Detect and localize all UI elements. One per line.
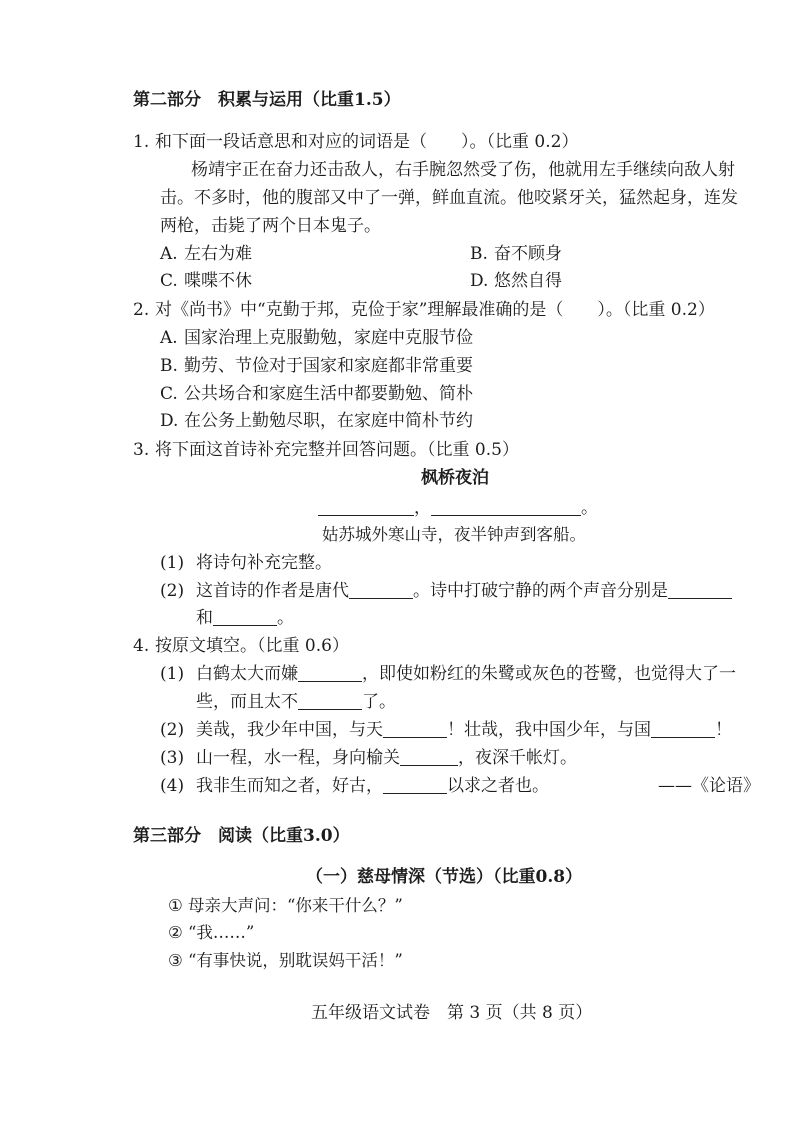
sub-text: 。 [277, 608, 294, 628]
q2-option-a [160, 327, 473, 349]
option-label: D. [470, 271, 489, 291]
answer-blank [349, 582, 413, 599]
sub-text: ，夜深千帐灯。 [458, 748, 577, 768]
answer-blank [298, 693, 362, 710]
q1-stem-line [133, 131, 578, 153]
reading-text: 母亲大声问：“你来干什么？” [188, 896, 403, 915]
sub-text: 些，而且太不 [196, 692, 298, 712]
sub-text: 这首诗的作者是唐代 [196, 581, 349, 601]
answer-blank [400, 749, 458, 766]
sub-text: 了。 [362, 692, 396, 712]
q1-passage-line: 击。不多时，他的腹部又中了一弹，鲜血直流。他咬紧牙关，猛然起身，连发 [160, 188, 738, 208]
q2-number: 2. [133, 300, 150, 320]
q1-option-b [470, 243, 562, 265]
q3-number: 3. [133, 440, 150, 460]
reading-text: “我……” [188, 923, 255, 942]
paragraph-mark: ① [168, 896, 183, 915]
q2-option-c [160, 383, 473, 405]
sub-label: (4) [160, 776, 185, 796]
part3-heading: 第三部分 阅读（比重3.0） [133, 826, 350, 846]
answer-blank [318, 499, 414, 516]
answer-blank [651, 721, 715, 738]
q4-sub-3 [160, 747, 577, 769]
sub-text: ！ [715, 720, 732, 740]
sub-text: 美哉，我少年中国，与天 [196, 720, 383, 740]
answer-blank [298, 665, 362, 682]
sub-label: (2) [160, 581, 185, 601]
option-text: 国家治理上克服勤勉，家庭中克服节俭 [184, 328, 473, 348]
q1-option-d [470, 270, 562, 292]
answer-blank [383, 777, 447, 794]
paragraph-mark: ② [168, 923, 183, 942]
part2-heading: 第二部分 积累与运用（比重1.5） [133, 90, 401, 110]
q4-number: 4. [133, 636, 150, 656]
q2-stem-line [133, 299, 715, 321]
q3-stem: 将下面这首诗补充完整并回答问题。（比重 0.5） [155, 440, 519, 460]
reading-text: “有事快说，别耽误妈干活！” [188, 951, 403, 970]
sub-text: 将诗句补充完整。 [196, 553, 332, 573]
sub-label: (3) [160, 748, 185, 768]
poem-line-2: 姑苏城外寒山寺，夜半钟声到客船。 [322, 525, 586, 544]
option-label: D. [160, 411, 179, 431]
poem-line-end: 。 [581, 498, 598, 518]
reading-line [168, 922, 254, 944]
option-text: 喋喋不休 [184, 271, 252, 291]
q4-sub-1 [160, 663, 736, 685]
q2-stem: 对《尚书》中“克勤于邦，克俭于家”理解最准确的是（ ）。（比重 0.2） [155, 300, 715, 320]
option-label: A. [160, 244, 178, 264]
q4-sub-2 [160, 719, 732, 741]
option-label: B. [160, 356, 178, 376]
option-text: 左右为难 [184, 244, 252, 264]
reading-title: （一）慈母情深（节选）（比重0.8） [306, 867, 583, 887]
option-text: 在公务上勤勉尽职，在家庭中简朴节约 [184, 411, 473, 431]
option-label: C. [160, 271, 178, 291]
q1-passage-line: 两枪，击毙了两个日本鬼子。 [160, 216, 381, 236]
q3-sub-2-continued [196, 607, 294, 629]
q4-sub-4 [160, 775, 549, 797]
poem-line-1 [318, 497, 598, 519]
option-text: 悠然自得 [494, 271, 562, 291]
poem-separator: ， [414, 498, 431, 518]
sub-label: (2) [160, 720, 185, 740]
page-footer: 五年级语文试卷 第 3 页（共 8 页） [311, 1003, 593, 1023]
q1-option-a [160, 243, 252, 265]
option-text: 公共场合和家庭生活中都要勤勉、简朴 [184, 384, 473, 404]
reading-line [168, 950, 403, 972]
answer-blank [668, 582, 732, 599]
q2-option-b [160, 355, 473, 377]
sub-text: 白鹤太大而嫌 [196, 664, 298, 684]
option-label: C. [160, 384, 178, 404]
q4-sub-1-continued [196, 691, 396, 713]
sub-text: ，即使如粉红的朱鹭或灰色的苍鹭，也觉得大了一 [362, 664, 736, 684]
sub-text: 以求之者也。 [447, 776, 549, 796]
reading-line [168, 895, 403, 917]
q1-number: 1. [133, 132, 150, 152]
q1-option-c [160, 270, 252, 292]
q3-stem-line [133, 439, 519, 461]
q4-stem-line [133, 635, 349, 657]
q1-stem: 和下面一段话意思和对应的词语是（ ）。（比重 0.2） [155, 132, 579, 152]
sub-label: (1) [160, 664, 185, 684]
q3-sub-2 [160, 580, 732, 602]
q3-sub-1 [160, 552, 332, 574]
answer-blank [213, 609, 277, 626]
option-text: 奋不顾身 [494, 244, 562, 264]
sub-text: 和 [196, 608, 213, 628]
option-label: A. [160, 328, 178, 348]
q1-passage-line: 杨靖宇正在奋力还击敌人，右手腕忽然受了伤，他就用左手继续向敌人射 [191, 160, 735, 180]
sub-text: 。诗中打破宁静的两个声音分别是 [413, 581, 668, 601]
option-label: B. [470, 244, 488, 264]
q4-sub-4-source: ——《论语》 [658, 776, 760, 796]
option-text: 勤劳、节俭对于国家和家庭都非常重要 [184, 356, 473, 376]
q2-option-d [160, 410, 473, 432]
sub-label: (1) [160, 553, 185, 573]
answer-blank [431, 499, 581, 516]
paragraph-mark: ③ [168, 951, 183, 970]
q4-stem: 按原文填空。（比重 0.6） [155, 636, 349, 656]
sub-text: ！壮哉，我中国少年，与国 [447, 720, 651, 740]
poem-title: 枫桥夜泊 [421, 468, 489, 488]
sub-text: 我非生而知之者，好古， [196, 776, 383, 796]
sub-text: 山一程，水一程，身向榆关 [196, 748, 400, 768]
answer-blank [383, 721, 447, 738]
